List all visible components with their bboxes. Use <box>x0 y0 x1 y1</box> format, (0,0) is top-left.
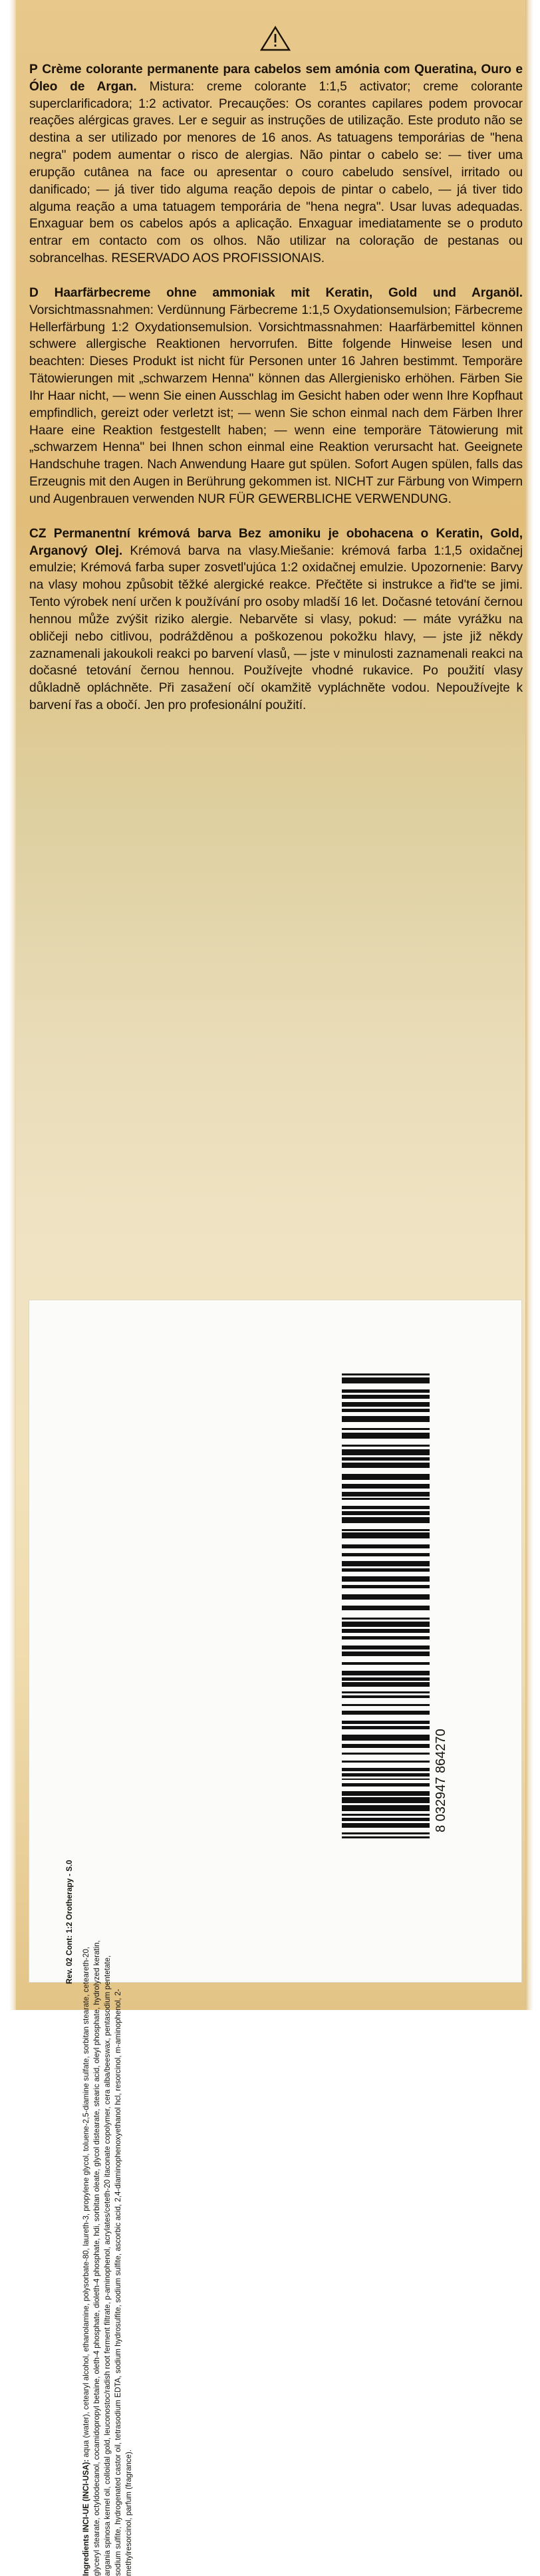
carton-face <box>9 0 533 2576</box>
carton-left-edge <box>9 0 16 2010</box>
section-title-de: Haarfärbecreme ohne ammoniak mit Keratin, Gold und Arganöl. <box>54 285 523 300</box>
section-cz <box>29 525 523 714</box>
revision-code: Rev. 02 Cont: 1:2 Orotherapy - S.0 <box>65 1860 74 1984</box>
ingredients-list: aqua (water), cetearyl alcohol, ethanolamine, polysorbate-80, laureth-3, propylene glycol, toluene-2,5-diamine sulfate, sorbitan stearate, ceteareth-20, glyceryl stearate, octyldodecanol, cocamidopropyl betaine, oleth-4 phosphate, dioleth-4 phosphate, hdi, sorbitan oleate, glycol distearate, stearic acid, oleyl phosphate, hydrolyzed keratin, argania spinosa kernel oil, colloidal gold, leuconostoc/radish root ferment filtrate, p-aminophenol, acrylates/ceteth-20 itaconate copolymer, cera alba/beeswax, pentasodium pentetate, sodium sulfite, hydrogenated castor oil, tetrasodium EDTA, sodium hydrosulfite, sodium sulfite, ascorbic acid, 2,4-diaminophenoxyethanol hcl, resorcinol, m-aminophenol, 2-methylresorcinol, parfum (fragrance). <box>82 1940 133 2576</box>
ean-13-barcode <box>342 1373 430 1839</box>
barcode-digits: 8 032947 864270 <box>434 1729 448 1832</box>
ingredients-label <box>29 1300 521 2576</box>
section-de <box>29 285 523 508</box>
lang-code-cz: CZ <box>29 526 47 541</box>
lang-code-de: D <box>29 285 39 300</box>
ingredients-heading: Ingredients INCI-UE (INCI-USA): <box>82 2459 90 2576</box>
package-photo <box>4 0 536 2576</box>
ingredients-vertical-text <box>65 1312 344 2576</box>
section-title-cz: Permanentní krémová barva Bez amoniku je obohacena o Keratin, Gold, Arganový Olej. <box>29 526 523 558</box>
multilingual-instructions <box>29 61 523 732</box>
warning-triangle-icon <box>260 25 291 52</box>
section-pt <box>29 61 523 267</box>
warning-symbol-area <box>9 25 540 52</box>
lang-code-pt: P <box>29 63 38 76</box>
section-body-cz: Krémová barva na vlasy.Miešanie: krémová farba 1:1,5 oxidačnej emulzie; Krémová farba super zosvetl'ujúca 1:2 oxidačnej emulzie. Upozornenie: Barvy na vlasy mohou způsobit těžké alergické reakce. Přečtěte si instrukce a řid'te se jimi. Tento výrobek není určen k používání pro osoby mladší 16 let. Dočasné tetování černou hennou může zvýšit riziko alergie. Nebarvěte si vlasy, pokud: — máte vyrážku na obličeji nebo citlivou, podrážděnou a poškozenou pokožku hlavy, — jste již někdy zaznamenali jakoukoli reakci po barvení vlasů, — jste v minulosti zaznamenali reakci na dočasné tetování černou hennou. Používejte vhodné rukavice. Po použití vlasy důkladně opláchněte. Při zasažení očí okamžitě vypláchněte vodou. Nepoužívejte k barvení řas a obočí. Jen pro profesionální použití. <box>29 543 523 712</box>
section-body-pt: Mistura: creme colorante 1:1,5 activator; creme colorante superclarificadora; 1:2 activator. Precauções: Os corantes capilares podem provocar reações alérgicas graves. Ler e seguir as instruções de utilização. Este produto não se destina a ser utilizado por menores de 16 anos. As tatuagens temporárias de "hena negra" podem aumentar o risco de alergias. Não pintar o cabelo se: — tiver uma erupção cutânea na face ou apresentar o couro cabeludo sensível, irritado ou danificado; — já tiver tido alguma reação depois de pintar o cabelo, — já tiver tido alguma reação a uma tatuagem temporária de "hena negra". Usar luvas adequadas. Enxaguar bem os cabelos após a aplicação. Enxaguar imediatamente se o produto entrar em contacto com os olhos. Não utilizar na coloração de pestanas ou sobrancelhas. RESERVADO AOS PROFISSIONAIS. <box>29 79 523 266</box>
barcode-area <box>342 1373 448 1859</box>
carton-right-edge <box>525 0 533 2010</box>
section-body-de: Vorsichtmassnahmen: Verdünnung Färbecreme 1:1,5 Oxydationsemulsion; Färbecreme Hellerfärbung 1:2 Oxydationsemulsion. Vorsichtmassnahmen: Haarfärbemittel können schwere allergische Reaktionen hervorrufen. Bitte folgende Hinweise lesen und beachten: Dieses Produkt ist nicht für Personen unter 16 Jahren bestimmt. Temporäre Tätowierungen mit „schwarzem Henna" können das Allergienisko erhöhen. Färben Sie Ihr Haar nicht, — wenn Sie einen Ausschlag im Gesicht haben oder wenn Ihre Kopfhaut empfindlich, gereizt oder verletzt ist; — wenn Sie schon einmal nach dem Färben Ihrer Haare eine Reaktion festgestellt haben; — wenn eine temporäre Tätowierung mit „schwarzem Henna" bei Ihnen schon einmal eine Reaktion verursacht hat. Geeignete Handschuhe tragen. Nach Anwendung Haare gut spülen. Sofort Augen spülen, falls das Erzeugnis mit den Augen in Berührung gekommen ist. NICHT zur Färbung von Wimpern und Augenbrauen verwenden NUR FÜR GEWERBLICHE VERWENDUNG. <box>29 303 523 506</box>
section-title-pt: Crème colorante permanente para cabelos sem amónia com Queratina, Ouro e Óleo de Argan. <box>29 63 523 94</box>
